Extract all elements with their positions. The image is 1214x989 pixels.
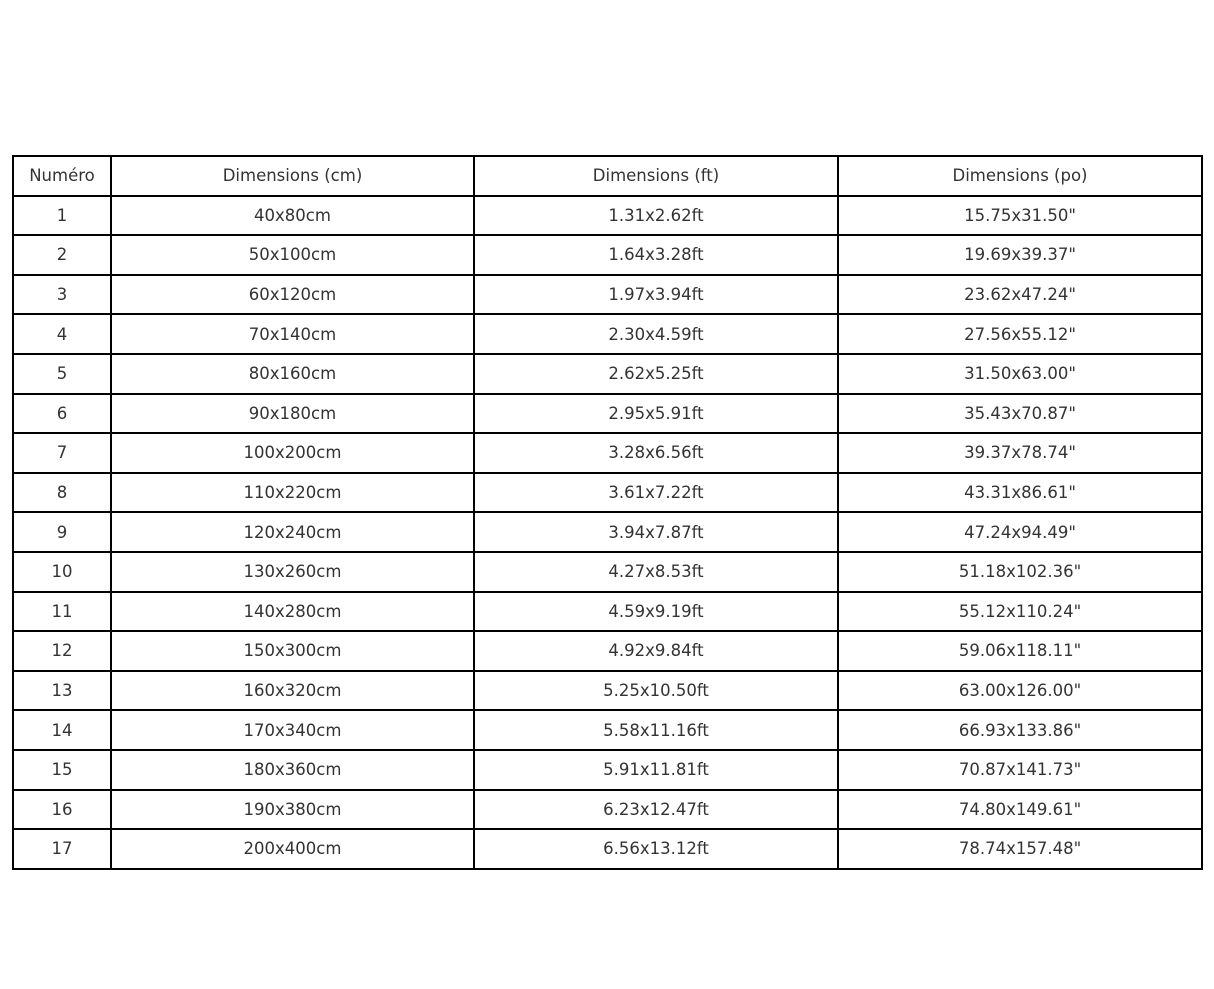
cell-numero: 9: [13, 512, 111, 552]
table-row: [13, 275, 1202, 315]
cell-numero: 13: [13, 671, 111, 711]
table-row: [13, 433, 1202, 473]
cell-dimensions-cm: 80x160cm: [111, 354, 474, 394]
cell-dimensions-ft: 3.94x7.87ft: [474, 512, 838, 552]
table-row: [13, 314, 1202, 354]
cell-dimensions-ft: 1.31x2.62ft: [474, 196, 838, 236]
cell-dimensions-po: 19.69x39.37": [838, 235, 1202, 275]
cell-numero: 17: [13, 829, 111, 869]
cell-numero: 12: [13, 631, 111, 671]
table-row: [13, 512, 1202, 552]
cell-dimensions-cm: 50x100cm: [111, 235, 474, 275]
cell-dimensions-ft: 1.64x3.28ft: [474, 235, 838, 275]
dimensions-conversion-table: [12, 155, 1203, 870]
column-header-numero: Numéro: [13, 156, 111, 196]
cell-numero: 15: [13, 750, 111, 790]
cell-dimensions-ft: 2.95x5.91ft: [474, 394, 838, 434]
cell-dimensions-cm: 60x120cm: [111, 275, 474, 315]
cell-numero: 14: [13, 710, 111, 750]
column-header-dimensions-cm: Dimensions (cm): [111, 156, 474, 196]
cell-dimensions-cm: 120x240cm: [111, 512, 474, 552]
cell-numero: 16: [13, 790, 111, 830]
cell-dimensions-cm: 110x220cm: [111, 473, 474, 513]
cell-numero: 11: [13, 592, 111, 632]
table-row: [13, 750, 1202, 790]
cell-dimensions-cm: 200x400cm: [111, 829, 474, 869]
cell-numero: 7: [13, 433, 111, 473]
cell-dimensions-po: 78.74x157.48": [838, 829, 1202, 869]
cell-dimensions-po: 63.00x126.00": [838, 671, 1202, 711]
cell-dimensions-cm: 90x180cm: [111, 394, 474, 434]
cell-dimensions-ft: 5.91x11.81ft: [474, 750, 838, 790]
cell-dimensions-ft: 2.62x5.25ft: [474, 354, 838, 394]
table-row: [13, 790, 1202, 830]
cell-dimensions-cm: 190x380cm: [111, 790, 474, 830]
cell-dimensions-cm: 150x300cm: [111, 631, 474, 671]
cell-dimensions-po: 70.87x141.73": [838, 750, 1202, 790]
table-row: [13, 473, 1202, 513]
header-row: [13, 156, 1202, 196]
table-header: [13, 156, 1202, 196]
cell-dimensions-ft: 2.30x4.59ft: [474, 314, 838, 354]
table-body: [13, 196, 1202, 869]
cell-dimensions-po: 27.56x55.12": [838, 314, 1202, 354]
cell-dimensions-cm: 100x200cm: [111, 433, 474, 473]
table-row: [13, 631, 1202, 671]
table-row: [13, 829, 1202, 869]
table-row: [13, 235, 1202, 275]
cell-dimensions-po: 74.80x149.61": [838, 790, 1202, 830]
cell-dimensions-po: 55.12x110.24": [838, 592, 1202, 632]
cell-dimensions-ft: 5.25x10.50ft: [474, 671, 838, 711]
table-row: [13, 394, 1202, 434]
cell-dimensions-ft: 1.97x3.94ft: [474, 275, 838, 315]
cell-numero: 1: [13, 196, 111, 236]
cell-numero: 3: [13, 275, 111, 315]
cell-dimensions-ft: 3.61x7.22ft: [474, 473, 838, 513]
cell-numero: 8: [13, 473, 111, 513]
cell-dimensions-ft: 3.28x6.56ft: [474, 433, 838, 473]
cell-dimensions-po: 47.24x94.49": [838, 512, 1202, 552]
cell-dimensions-cm: 40x80cm: [111, 196, 474, 236]
table-row: [13, 354, 1202, 394]
cell-dimensions-cm: 130x260cm: [111, 552, 474, 592]
cell-dimensions-ft: 6.56x13.12ft: [474, 829, 838, 869]
table-row: [13, 196, 1202, 236]
table-row: [13, 592, 1202, 632]
cell-dimensions-ft: 5.58x11.16ft: [474, 710, 838, 750]
cell-dimensions-cm: 70x140cm: [111, 314, 474, 354]
cell-numero: 2: [13, 235, 111, 275]
cell-numero: 4: [13, 314, 111, 354]
cell-dimensions-cm: 160x320cm: [111, 671, 474, 711]
cell-dimensions-ft: 4.59x9.19ft: [474, 592, 838, 632]
cell-dimensions-po: 51.18x102.36": [838, 552, 1202, 592]
cell-dimensions-po: 39.37x78.74": [838, 433, 1202, 473]
cell-dimensions-cm: 170x340cm: [111, 710, 474, 750]
cell-dimensions-ft: 6.23x12.47ft: [474, 790, 838, 830]
cell-dimensions-po: 35.43x70.87": [838, 394, 1202, 434]
cell-dimensions-po: 59.06x118.11": [838, 631, 1202, 671]
cell-dimensions-ft: 4.27x8.53ft: [474, 552, 838, 592]
cell-dimensions-po: 31.50x63.00": [838, 354, 1202, 394]
cell-dimensions-po: 23.62x47.24": [838, 275, 1202, 315]
cell-numero: 10: [13, 552, 111, 592]
cell-dimensions-po: 15.75x31.50": [838, 196, 1202, 236]
table-row: [13, 671, 1202, 711]
table-row: [13, 710, 1202, 750]
cell-dimensions-cm: 180x360cm: [111, 750, 474, 790]
cell-dimensions-cm: 140x280cm: [111, 592, 474, 632]
cell-dimensions-po: 43.31x86.61": [838, 473, 1202, 513]
column-header-dimensions-ft: Dimensions (ft): [474, 156, 838, 196]
table-row: [13, 552, 1202, 592]
column-header-dimensions-po: Dimensions (po): [838, 156, 1202, 196]
cell-numero: 5: [13, 354, 111, 394]
cell-dimensions-ft: 4.92x9.84ft: [474, 631, 838, 671]
cell-numero: 6: [13, 394, 111, 434]
cell-dimensions-po: 66.93x133.86": [838, 710, 1202, 750]
